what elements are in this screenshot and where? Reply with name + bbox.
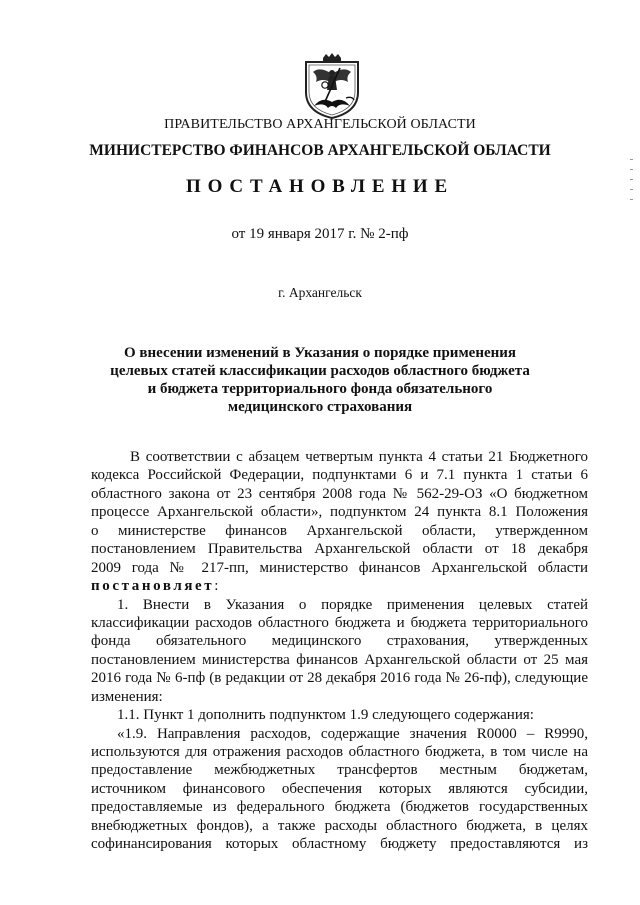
resolves-colon: : [214, 578, 219, 595]
scan-margin-marks [630, 150, 638, 230]
document-title [90, 344, 550, 416]
body-line: 1. Внести в Указания о порядке применения целевых статей [117, 596, 588, 613]
body-line: постановлением министерства финансов Архангельской области от 25 мая [91, 651, 588, 668]
title-line: медицинского страхования [227, 399, 413, 415]
government-name: ПРАВИТЕЛЬСТВО АРХАНГЕЛЬСКОЙ ОБЛАСТИ [164, 117, 476, 132]
body-line: постановлением Правительства Архангельской области от 18 декабря [91, 541, 588, 558]
body-line: фонда обязательного медицинского страхования, утвержденных [91, 633, 588, 650]
body-line: источником финансового обеспечения которых являются субсидии, [91, 780, 588, 797]
title-line: целевых статей классификации расходов областного бюджета [110, 363, 530, 379]
title-line: О внесении изменений в Указания о порядке применения [123, 345, 517, 361]
document-type: ПОСТАНОВЛЕНИЕ [186, 176, 454, 197]
document-body [91, 448, 588, 854]
body-line: предоставление межбюджетных трансфертов местным бюджетам, [91, 762, 588, 779]
archangel-emblem-icon [296, 52, 368, 120]
coat-of-arms-emblem [296, 52, 368, 120]
body-line: предоставляемые из федерального бюджета (бюджетов государственных [91, 799, 588, 816]
title-line: и бюджета территориального фонда обязательного [147, 381, 493, 397]
body-line: «1.9. Направления расходов, содержащие значения R0000 – R9990, [117, 725, 588, 742]
body-line: используются для отражения расходов областного бюджета, в том числе на [91, 744, 588, 760]
document-date-number: от 19 января 2017 г. № 2-пф [231, 226, 409, 242]
body-line: внебюджетных фондов), а также расходы областного бюджета, в целях [91, 817, 588, 834]
body-line: о министерстве финансов Архангельской области, утвержденном [91, 522, 588, 539]
document-city: г. Архангельск [278, 285, 362, 300]
ministry-name: МИНИСТЕРСТВО ФИНАНСОВ АРХАНГЕЛЬСКОЙ ОБЛАСТИ [89, 142, 551, 159]
body-line: кодекса Российской Федерации, подпунктами 6 и 7.1 пункта 1 статьи 6 [91, 467, 588, 484]
body-line: В соответствии с абзацем четвертым пункта 4 статьи 21 Бюджетного [130, 449, 588, 465]
body-line: изменения: [91, 688, 163, 705]
resolves-word: постановляет [91, 578, 215, 595]
body-line: процессе Архангельской области», подпунктом 24 пункта 8.1 Положения [91, 504, 588, 521]
body-line: областного закона от 23 сентября 2008 года № 562-29-ОЗ «О бюджетном [91, 485, 588, 502]
body-line: 2009 года № 217-пп, министерство финансов Архангельской области [91, 559, 588, 576]
resolves-line [91, 577, 588, 595]
body-line: классификации расходов областного бюджета и бюджета территориального [91, 614, 588, 631]
body-line: софинансирования которых областному бюджету предоставляются из [91, 836, 588, 853]
body-line: 2016 года № 6-пф (в редакции от 28 декабря 2016 года № 26-пф), следующие [91, 670, 588, 687]
body-line: 1.1. Пункт 1 дополнить подпунктом 1.9 следующего содержания: [117, 707, 534, 724]
